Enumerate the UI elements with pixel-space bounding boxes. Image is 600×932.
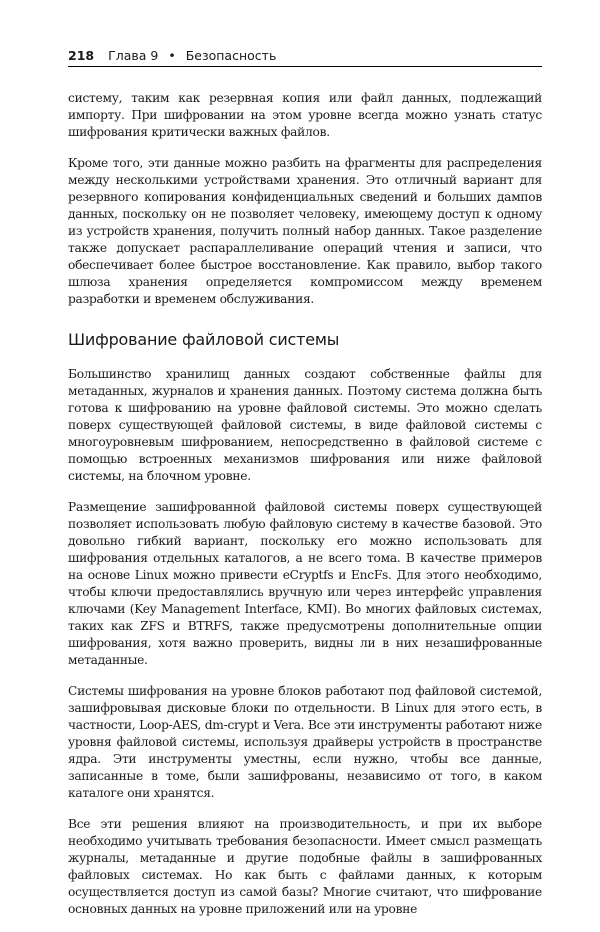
paragraph: Большинство хранилищ данных создают собственные файлы для метаданных, журналов и хранения данных. Поэтому система должна быть готова к шифрованию на уровне файловой системы. Это можно сделать поверх существующей файловой системы, в виде файловой системы с многоуровневым шифрованием, непосредственно в файловой системе с помощью встроенных механизмов шифрования или ниже файловой системы, на блочном уровне. xyxy=(68,367,542,483)
paragraph: Системы шифрования на уровне блоков работают под файловой системой, зашифровывая дисковые блоки по отдельности. В Linux для этого есть, в частности, Loop-AES, dm-crypt и Vera. Все эти инструменты работают ниже уровня файловой системы, используя драйверы устройств в пространстве ядра. Эти инструменты уместны, если нужно, чтобы все данные, записанные в томе, были зашифрованы, независимо от того, в каком каталоге они хранятся. xyxy=(68,684,542,800)
paragraph: Все эти решения влияют на производительность, и при их выборе необходимо учитывать требования безопасности. Имеет смысл размещать журналы, метаданные и другие подобные файлы в зашифрованных файловых системах. Но как быть с файлами данных, к которым осуществляется доступ из самой базы? Многие считают, что шифрование основных данных на уровне приложений или на уровне xyxy=(68,817,542,916)
page-body xyxy=(68,90,542,932)
page-number: 218 xyxy=(68,48,95,63)
chapter-label: Глава 9 xyxy=(108,48,159,63)
paragraph: систему, таким как резервная копия или файл данных, подлежащий импорту. При шифровании на этом уровне всегда можно узнать статус шифрования критически важных файлов. xyxy=(68,91,542,139)
section-label: Безопасность xyxy=(185,48,277,63)
page-header xyxy=(68,48,542,67)
paragraph: Размещение зашифрованной файловой системы поверх существующей позволяет использовать любую файловую систему в качестве базовой. Это довольно гибкий вариант, поскольку его можно использовать для шифрования отдельных каталогов, а не всего тома. В качестве примеров на основе Linux можно привести eCryptfs и EncFs. Для этого необходимо, чтобы ключи предоставлялись вручную или через интерфейс управления ключами (Key Management Interface, KMI). Во многих файловых системах, таких как ZFS и BTRFS, также предусмотрены дополнительные опции шифрования, хотя важно проверить, видны ли в них незашифрованные метаданные. xyxy=(68,500,542,667)
header-separator: • xyxy=(168,48,176,63)
paragraph: Кроме того, эти данные можно разбить на фрагменты для распределения между несколькими устройствами хранения. Это отличный вариант для резервного копирования конфиденциальных сведений и больших дампов данных, поскольку он не позволяет человеку, имеющему доступ к одному из устройств хранения, получить полный набор данных. Такое разделение также допускает распараллеливание операций чтения и записи, что обеспечивает более быстрое восстановление. Как правило, выбор такого шлюза хранения определяется компромиссом между временем разработки и временем обслуживания. xyxy=(68,156,542,306)
section-heading: Шифрование файловой системы xyxy=(68,330,340,349)
